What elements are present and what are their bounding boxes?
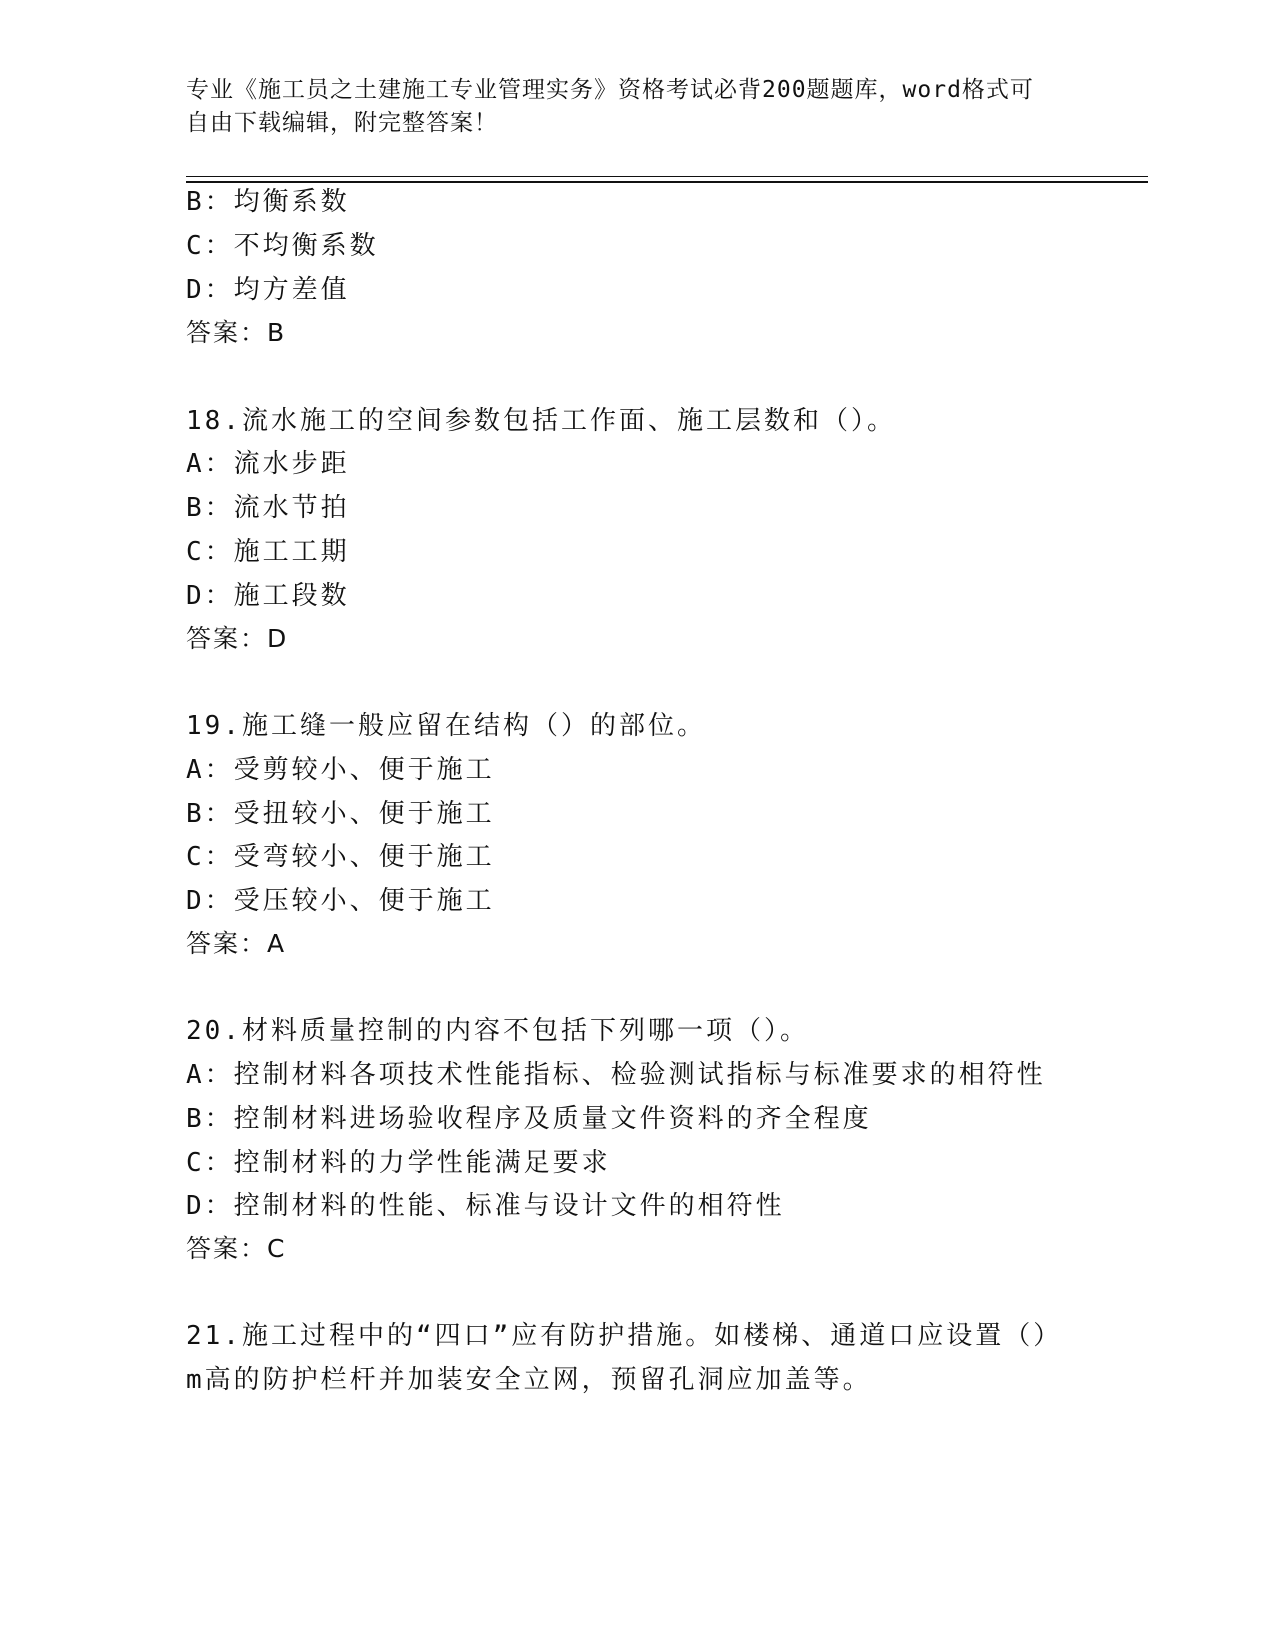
- header-divider-thin: [186, 176, 1148, 177]
- q19-option-c: C：受弯较小、便于施工: [186, 842, 495, 872]
- q20-answer: 答案：C: [186, 1234, 287, 1263]
- q20-option-b: B：控制材料进场验收程序及质量文件资料的齐全程度: [186, 1104, 872, 1134]
- prev-question-option-d: D：均方差值: [186, 275, 350, 305]
- q20-option-d: D：控制材料的性能、标准与设计文件的相符性: [186, 1191, 785, 1221]
- q18-answer: 答案：D: [186, 624, 289, 653]
- q20-option-c: C：控制材料的力学性能满足要求: [186, 1148, 611, 1178]
- q21-stem-line-2: m高的防护栏杆并加装安全立网，预留孔洞应加盖等。: [186, 1365, 872, 1395]
- q19-option-b: B：受扭较小、便于施工: [186, 799, 495, 829]
- header-divider-thick: [186, 181, 1148, 183]
- prev-question-option-c: C：不均衡系数: [186, 231, 379, 261]
- q18-option-a: A：流水步距: [186, 449, 350, 479]
- q18-option-b: B：流水节拍: [186, 493, 350, 523]
- q20-stem: 20.材料质量控制的内容不包括下列哪一项（）。: [186, 1016, 809, 1046]
- q18-option-d: D：施工段数: [186, 581, 350, 611]
- q19-option-a: A：受剪较小、便于施工: [186, 755, 495, 785]
- prev-question-option-b: B：均衡系数: [186, 187, 350, 217]
- header-title-line-1: 专业《施工员之土建施工专业管理实务》资格考试必背200题题库，word格式可: [186, 77, 1034, 103]
- prev-question-answer: 答案：B: [186, 318, 287, 347]
- q19-answer: 答案：A: [186, 929, 287, 958]
- q18-stem: 18.流水施工的空间参数包括工作面、施工层数和（）。: [186, 406, 896, 436]
- q19-option-d: D：受压较小、便于施工: [186, 886, 495, 916]
- q21-stem-line-1: 21.施工过程中的“四口”应有防护措施。如楼梯、通道口应设置（）: [186, 1321, 1063, 1351]
- q19-stem: 19.施工缝一般应留在结构（）的部位。: [186, 711, 706, 741]
- q20-option-a: A：控制材料各项技术性能指标、检验测试指标与标准要求的相符性: [186, 1060, 1046, 1090]
- header-title-line-2: 自由下载编辑，附完整答案！: [186, 110, 498, 136]
- q18-option-c: C：施工工期: [186, 537, 350, 567]
- page-header: [186, 74, 1066, 140]
